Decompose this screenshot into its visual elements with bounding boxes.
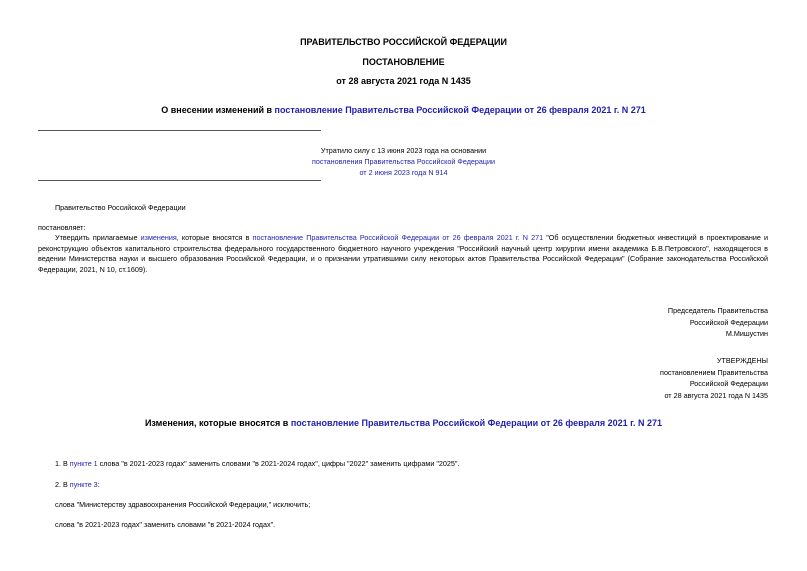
p1-text-c: "Об осуществлении бюджетных инвестиций в проектирование и реконструкцию объектов капитального строительства федерального государственного бюджетного научного учреждения "Российский научный центр хирургии имени академика Б.В.Петровского", находящегося в ведении Министерства науки и высшего образования Российской Федерации, и о признании утратившими силу некоторых актов Правительства Российской Федерации" (Собрание законодательства Российской Федерации, 2021, N 10, ст.1609). bbox=[38, 233, 769, 274]
title-prefix: О внесении изменений в bbox=[161, 105, 275, 115]
p1-text-a: Утвердить прилагаемые bbox=[55, 233, 141, 242]
government-heading: ПРАВИТЕЛЬСТВО РОССИЙСКОЙ ФЕДЕРАЦИИ bbox=[300, 37, 507, 47]
approved-title: УТВЕРЖДЕНЫ bbox=[716, 356, 768, 365]
divider-top bbox=[38, 130, 321, 131]
signature-block bbox=[668, 305, 768, 340]
item2-link-point-3[interactable]: пункте 3 bbox=[69, 480, 98, 489]
change-item-2-sub-1: слова "Министерству здравоохранения Российской Федерации," исключить; bbox=[55, 500, 311, 509]
signature-org: Российской Федерации bbox=[689, 317, 768, 327]
item1-link-point-1[interactable]: пункте 1 bbox=[69, 459, 98, 468]
change-item-2-sub-2: слова "в 2021-2023 годах" заменить словами "в 2021-2024 годах". bbox=[55, 520, 276, 529]
item1-text-b: слова "в 2021-2023 годах" заменить словами "в 2021-2024 годах", цифры "2022" заменить цифрами "2025". bbox=[97, 459, 460, 468]
divider-bottom bbox=[38, 180, 321, 181]
change-item-1 bbox=[55, 459, 459, 468]
changes-title bbox=[0, 418, 807, 428]
changes-title-link-resolution-271[interactable]: постановление Правительства Российской Федерации от 26 февраля 2021 г. N 271 bbox=[290, 418, 663, 428]
approved-date: от 28 августа 2021 года N 1435 bbox=[664, 390, 768, 400]
approved-block bbox=[660, 355, 768, 401]
item2-text-b: : bbox=[97, 480, 100, 489]
document-date-number: от 28 августа 2021 года N 1435 bbox=[336, 76, 471, 86]
status-note bbox=[240, 145, 567, 178]
item1-text-a: 1. В bbox=[55, 459, 70, 468]
status-link-date-914[interactable]: от 2 июня 2023 года N 914 bbox=[359, 168, 448, 177]
approved-by: постановлением Правительства bbox=[660, 367, 768, 377]
signature-name: М.Мишустин bbox=[725, 329, 768, 338]
approved-org: Российской Федерации bbox=[689, 379, 768, 388]
intro-text: Правительство Российской Федерации bbox=[55, 203, 186, 212]
changes-title-prefix: Изменения, которые вносятся в bbox=[144, 418, 291, 428]
document-type: ПОСТАНОВЛЕНИЕ bbox=[362, 57, 445, 67]
signature-position: Председатель Правительства bbox=[667, 306, 768, 315]
item2-text-a: 2. В bbox=[55, 480, 70, 489]
change-item-2 bbox=[55, 480, 100, 489]
p1-text-b: , которые вносятся в bbox=[176, 233, 253, 242]
status-link-resolution-914[interactable]: постановления Правительства Российской Федерации bbox=[311, 157, 496, 166]
p1-link-resolution-271[interactable]: постановление Правительства Российской Федерации от 26 февраля 2021 г. N 271 bbox=[252, 233, 544, 242]
resolution-paragraph bbox=[38, 233, 768, 275]
p1-link-changes[interactable]: изменения bbox=[140, 233, 177, 242]
title-link-resolution-271[interactable]: постановление Правительства Российской Федерации от 26 февраля 2021 г. N 271 bbox=[274, 105, 646, 115]
document-title bbox=[0, 105, 807, 115]
status-line: Утратило силу с 13 июня 2023 года на основании bbox=[320, 146, 487, 155]
resolves-text: постановляет: bbox=[38, 223, 86, 232]
